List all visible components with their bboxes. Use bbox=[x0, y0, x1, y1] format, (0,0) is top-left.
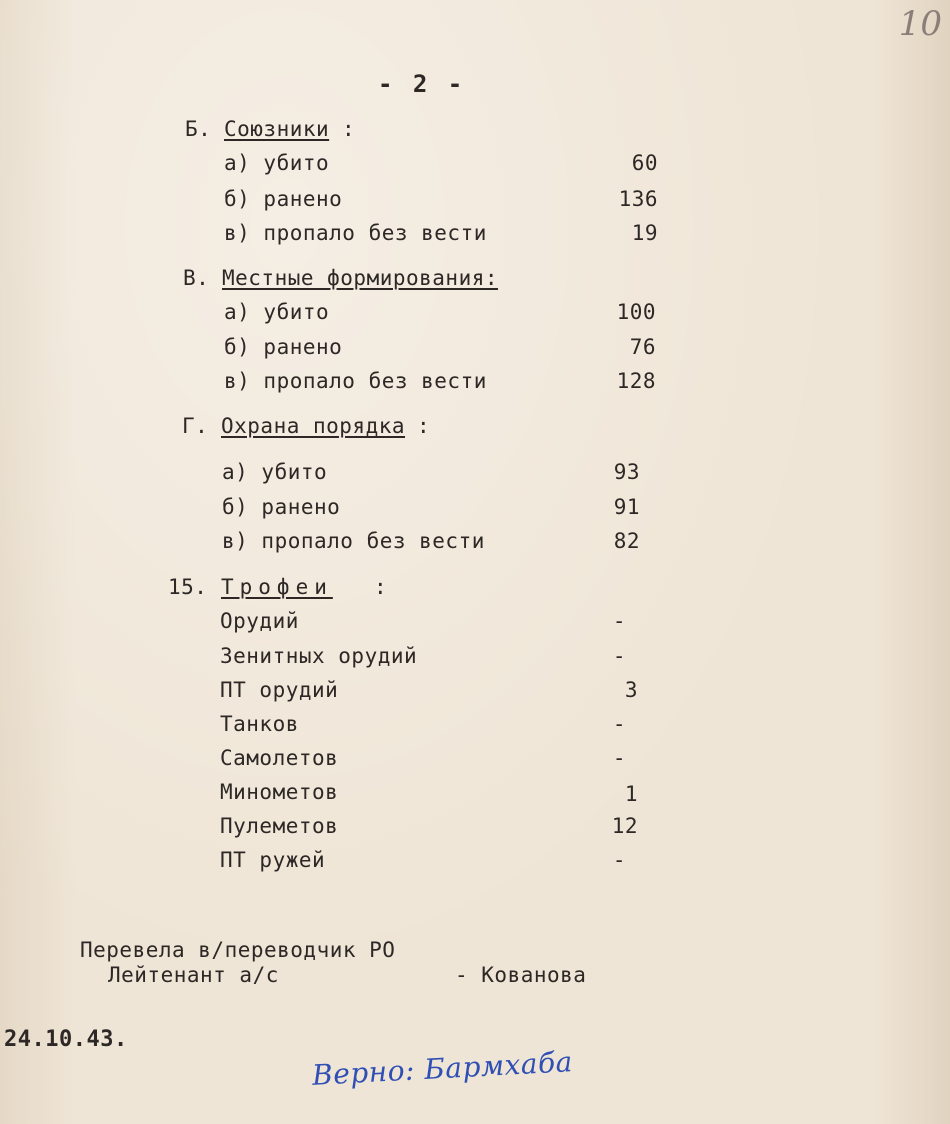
row-value: 136 bbox=[618, 187, 658, 211]
row-value: - bbox=[612, 644, 626, 668]
row-value: 128 bbox=[616, 369, 656, 393]
row-value: 1 bbox=[624, 782, 638, 806]
row-label: б) ранено bbox=[222, 495, 341, 519]
document-date: 24.10.43. bbox=[4, 1027, 128, 1052]
translator-line: Перевела в/переводчик РО bbox=[80, 938, 396, 962]
row-value: - bbox=[612, 746, 626, 770]
row-label: а) убито bbox=[222, 460, 328, 484]
section-letter: Б. bbox=[185, 117, 212, 141]
row-value: 19 bbox=[631, 221, 658, 245]
row-value: 93 bbox=[613, 460, 640, 484]
section-letter: Г. bbox=[182, 414, 209, 438]
row-label: ПТ ружей bbox=[220, 848, 326, 872]
row-value: 3 bbox=[624, 678, 638, 702]
row-value: 82 bbox=[613, 529, 640, 553]
row-label: а) убито bbox=[224, 300, 330, 324]
row-label: в) пропало без вести bbox=[222, 529, 485, 553]
page-number: - 2 - bbox=[378, 70, 466, 98]
section-letter: В. bbox=[183, 266, 210, 290]
row-value: 76 bbox=[629, 335, 656, 359]
section-heading: Охрана порядка bbox=[221, 414, 406, 438]
row-label: Орудий bbox=[220, 609, 299, 633]
heading-colon: : bbox=[417, 414, 431, 438]
row-label: Самолетов bbox=[220, 746, 339, 770]
row-value: 91 bbox=[613, 495, 640, 519]
translator-name: - Кованова bbox=[455, 963, 587, 987]
section-heading: Союзники bbox=[224, 117, 330, 141]
row-value: 100 bbox=[616, 300, 656, 324]
row-label: Зенитных орудий bbox=[220, 644, 418, 668]
heading-colon: : bbox=[342, 117, 356, 141]
row-value: 60 bbox=[631, 151, 658, 175]
heading-colon: : bbox=[374, 575, 388, 599]
row-value: - bbox=[612, 712, 626, 736]
row-value: - bbox=[612, 609, 626, 633]
row-label: в) пропало без вести bbox=[224, 369, 487, 393]
handwritten-certification: Верно: Бармхаба bbox=[311, 1045, 574, 1092]
row-label: Танков bbox=[220, 712, 299, 736]
section-number: 15. bbox=[168, 575, 208, 599]
row-label: Минометов bbox=[220, 780, 339, 804]
row-value: 12 bbox=[611, 814, 638, 838]
row-label: в) пропало без вести bbox=[224, 221, 487, 245]
row-value: - bbox=[612, 848, 626, 872]
rank-line: Лейтенант а/с bbox=[108, 963, 279, 987]
row-label: а) убито bbox=[224, 151, 330, 175]
archive-page-number: 10 bbox=[898, 4, 942, 44]
section-heading: Трофеи bbox=[221, 575, 333, 599]
row-label: Пулеметов bbox=[220, 814, 339, 838]
section-heading: Местные формирования: bbox=[222, 266, 499, 290]
row-label: ПТ орудий bbox=[220, 678, 339, 702]
row-label: б) ранено bbox=[224, 187, 343, 211]
row-label: б) ранено bbox=[224, 335, 343, 359]
